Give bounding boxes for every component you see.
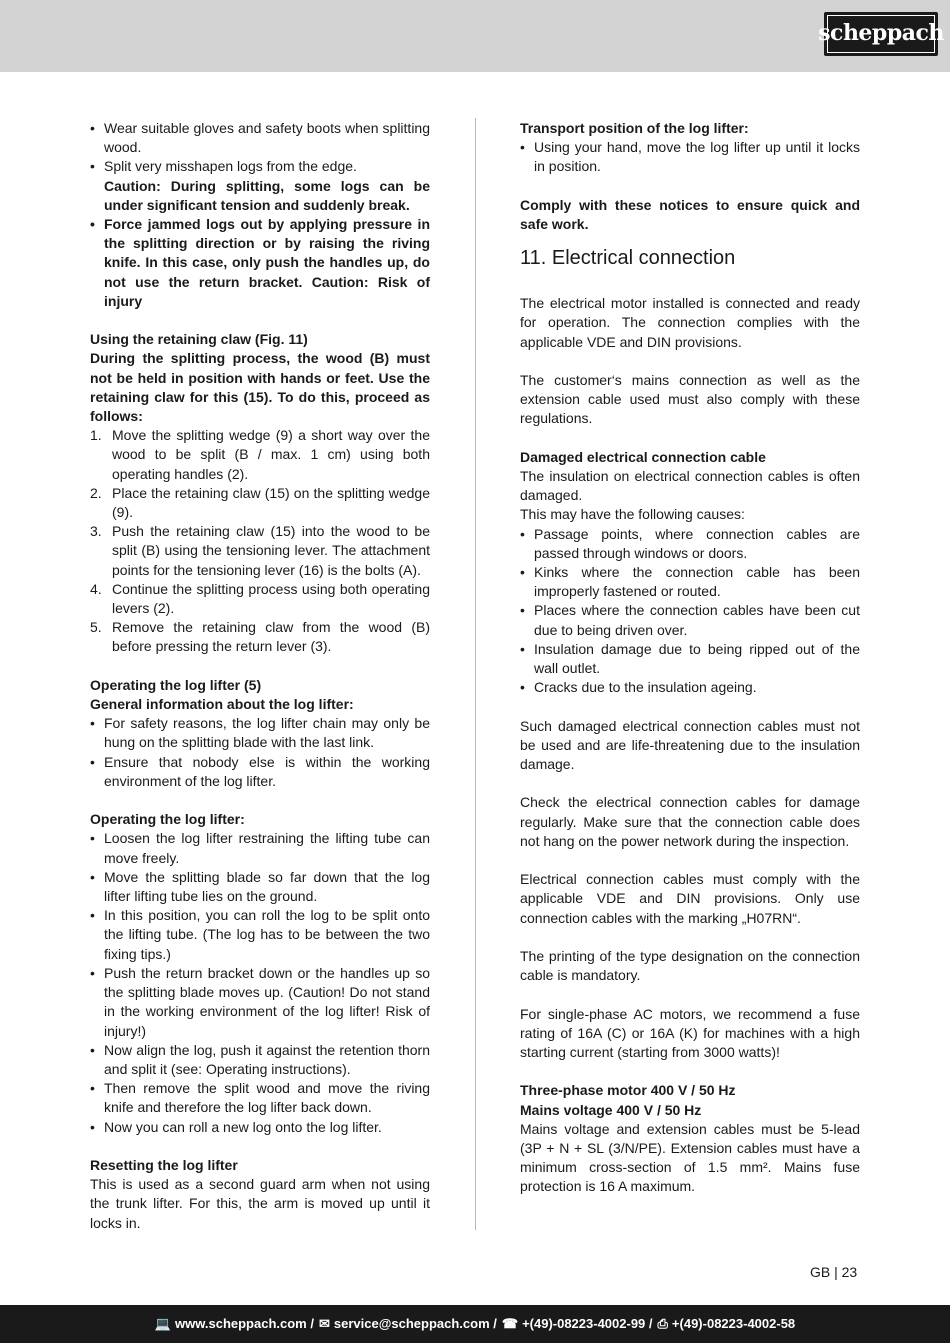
list-item: • Ensure that nobody else is within the working environment of the log lifter. xyxy=(90,753,430,791)
phone-icon: ☎ xyxy=(501,1316,519,1332)
caution-text: Caution: During splitting, some logs can be under significant tension and suddenly break. xyxy=(104,177,430,213)
step-item: 5. Remove the retaining claw from the wood (B) before pressing the return lever (3). xyxy=(90,619,430,655)
email-link[interactable]: service@scheppach.com / xyxy=(333,1316,497,1332)
scheppach-logo: scheppach xyxy=(824,12,938,56)
causes-list xyxy=(520,525,860,698)
section-heading: Resetting the log lifter xyxy=(90,1156,238,1173)
section-heading: Transport position of the log lifter: xyxy=(520,120,749,136)
footer-bar xyxy=(0,1305,950,1343)
page-number: GB | 23 xyxy=(810,1264,858,1280)
paragraph: This may have the following causes: xyxy=(520,506,745,523)
list-item: • Now you can roll a new log onto the log lifter. xyxy=(90,1118,430,1137)
notice-paragraph: Comply with these notices to ensure quick and safe work. xyxy=(520,196,860,232)
header-band xyxy=(0,0,950,72)
claw-steps xyxy=(90,426,430,656)
list-item: • Using your hand, move the log lifter up until it locks in position. xyxy=(520,138,860,176)
list-item: • Force jammed logs out by applying pressure in the splitting direction or by raising the riving knife. In this case, only push the handles up, do not use the return bracket. Caution: Risk of injury xyxy=(90,215,430,311)
step-item: 2. Place the retaining claw (15) on the splitting wedge (9). xyxy=(90,484,430,521)
list-item-text: Split very misshapen logs from the edge. xyxy=(104,158,357,175)
section-heading: Using the retaining claw (Fig. 11) xyxy=(90,331,308,348)
section-heading: Three-phase motor 400 V / 50 Hz xyxy=(520,1082,736,1099)
paragraph: Mains voltage and extension cables must be 5-lead (3P + N + SL (3/N/PE). Extension cables must have a minimum cross-section of 1.5 mm². Mains fuse protection is 16 A maximum. xyxy=(520,1120,860,1195)
paragraph: Electrical connection cables must comply with the applicable VDE and DIN provisions. Only use connection cables with the marking „H07RN“. xyxy=(520,871,860,926)
paragraph: Check the electrical connection cables for damage regularly. Make sure that the connection cable does not hang on the power network during the inspection. xyxy=(520,794,860,849)
warning-paragraph: During the splitting process, the wood (B) must not be held in position with hands or feet. Use the retaining claw for this (15). To do this, proceed as follows: xyxy=(90,350,430,425)
list-item: • Passage points, where connection cables are passed through windows or doors. xyxy=(520,525,860,563)
operating-list xyxy=(90,829,430,1136)
paragraph: The customer‘s mains connection as well as the extension cable used must also comply with these regulations. xyxy=(520,372,860,427)
phone-number: +(49)-08223-4002-99 / xyxy=(522,1316,653,1332)
computer-icon: 💻 xyxy=(154,1316,172,1332)
list-item: • Now align the log, push it against the retention thorn and split it (see: Operating instructions). xyxy=(90,1041,430,1079)
section-heading: Operating the log lifter: xyxy=(90,811,245,828)
paragraph: The electrical motor installed is connected and ready for operation. The connection complies with the applicable VDE and DIN provisions. xyxy=(520,295,860,350)
list-item: • Then remove the split wood and move the riving knife and therefore the log lifter back down. xyxy=(90,1079,430,1117)
sub-heading: General information about the log lifter: xyxy=(90,696,354,713)
mail-icon: ✉ xyxy=(318,1316,330,1332)
transport-list xyxy=(520,138,860,176)
step-item: 1. Move the splitting wedge (9) a short way over the wood to be split (B / max. 1 cm) using both operating handles (2). xyxy=(90,427,430,482)
safety-list xyxy=(90,119,430,311)
section-heading: Damaged electrical connection cable xyxy=(520,448,766,465)
right-column xyxy=(520,119,860,1197)
list-item: • Wear suitable gloves and safety boots when splitting wood. xyxy=(90,119,430,157)
section-title: 11. Electrical connection xyxy=(520,247,736,270)
list-item: • For safety reasons, the log lifter chain may only be hung on the splitting blade with the last link. xyxy=(90,714,430,752)
list-item: • Places where the connection cables have been cut due to being driven over. xyxy=(520,601,860,639)
list-item: • Move the splitting blade so far down that the log lifter lifting tube lies on the ground. xyxy=(90,868,430,906)
left-column xyxy=(90,119,430,1233)
list-item: • Cracks due to the insulation ageing. xyxy=(520,678,860,697)
step-item: 4. Continue the splitting process using both operating levers (2). xyxy=(90,580,430,617)
list-item: • Insulation damage due to being ripped out of the wall outlet. xyxy=(520,640,860,678)
fax-icon: ⎙ xyxy=(657,1316,668,1332)
list-item: • In this position, you can roll the log to be split onto the lifting tube. (The log has to be between the two fixing tips.) xyxy=(90,906,430,964)
step-item: 3. Push the retaining claw (15) into the wood to be split (B) using the tensioning lever. The attachment points for the tensioning lever (16) is the bolts (A). xyxy=(90,523,430,578)
paragraph: The insulation on electrical connection cables is often damaged. xyxy=(520,468,860,504)
lifter-general-list xyxy=(90,714,430,791)
sub-heading: Mains voltage 400 V / 50 Hz xyxy=(520,1101,702,1118)
website-link[interactable]: www.scheppach.com / xyxy=(175,1316,314,1332)
list-item: • Loosen the log lifter restraining the lifting tube can move freely. xyxy=(90,829,430,867)
paragraph: This is used as a second guard arm when not using the trunk lifter. For this, the arm is moved up until it locks in. xyxy=(90,1176,430,1231)
list-item xyxy=(90,157,430,215)
column-divider xyxy=(475,118,476,1230)
section-heading: Operating the log lifter (5) xyxy=(90,676,262,693)
paragraph: For single-phase AC motors, we recommend a fuse rating of 16A (C) or 16A (K) for machines with a high starting current (starting from 3000 watts)! xyxy=(520,1005,860,1061)
list-item: • Push the return bracket down or the handles up so the splitting blade moves up. (Caution! Do not stand in the working environment of the log lifter! Risk of injury!) xyxy=(90,964,430,1041)
paragraph: The printing of the type designation on the connection cable is mandatory. xyxy=(520,948,860,984)
list-item: • Kinks where the connection cable has been improperly fastened or routed. xyxy=(520,563,860,601)
fax-number: +(49)-08223-4002-58 xyxy=(671,1316,796,1332)
paragraph: Such damaged electrical connection cables must not be used and are life-threatening due to the insulation damage. xyxy=(520,717,860,773)
